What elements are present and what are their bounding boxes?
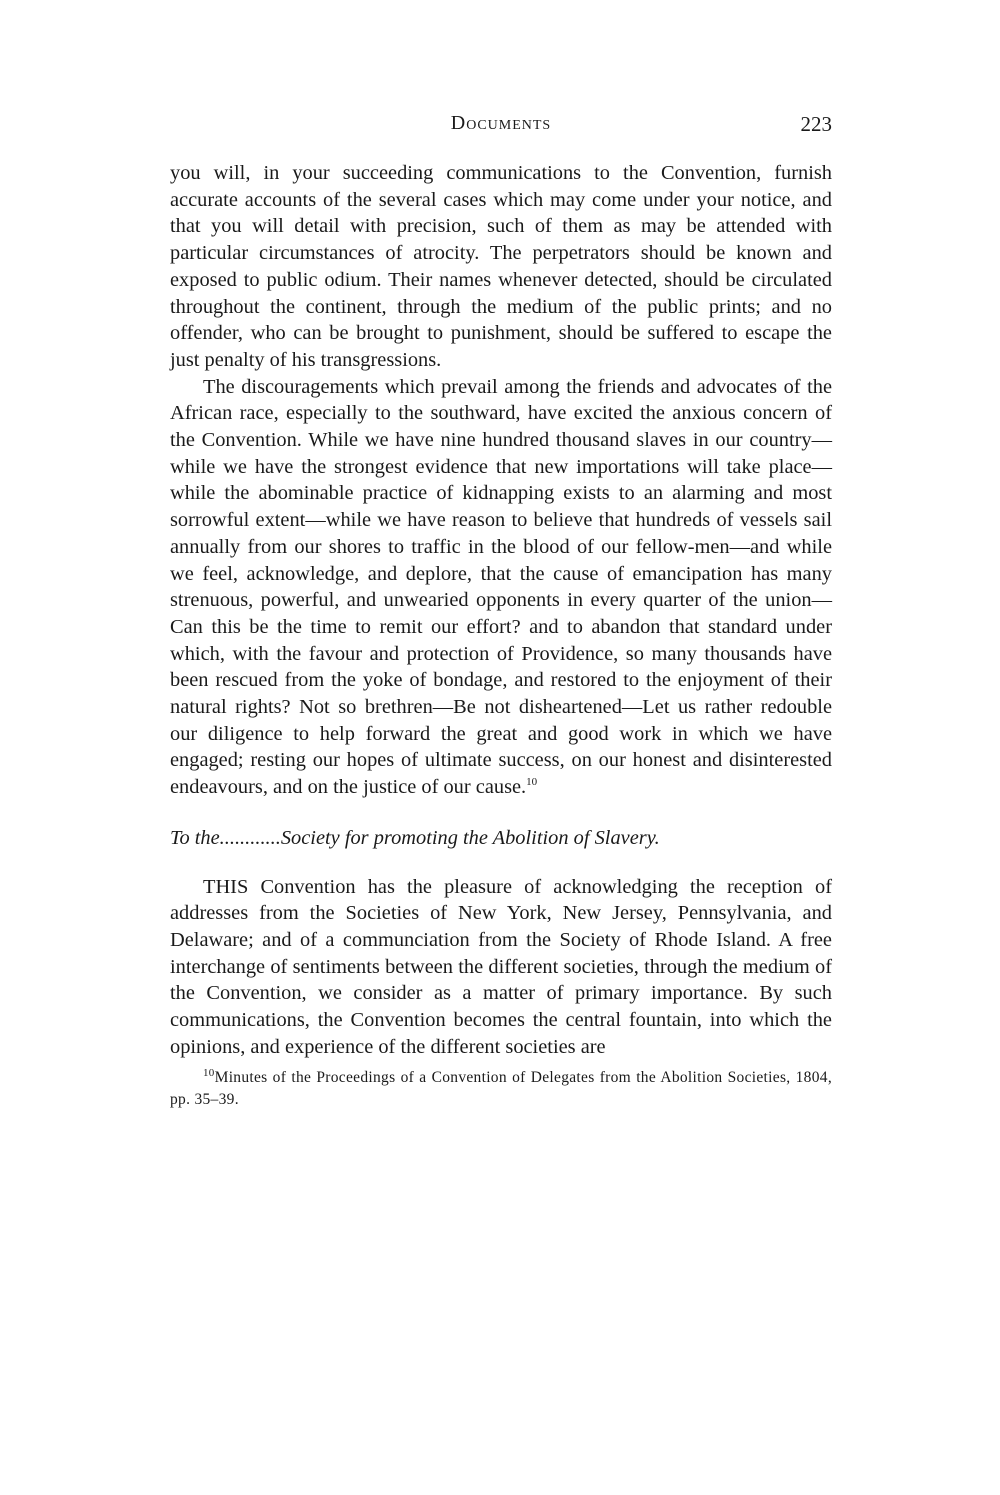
body-text: [170, 160, 832, 1126]
footnote-reference: 10: [526, 776, 538, 789]
paragraph-2: [170, 374, 832, 801]
footnote: [170, 1067, 832, 1111]
running-head: Documents: [450, 112, 552, 134]
page-number: 223: [800, 112, 832, 136]
footnote-text: Minutes of the Proceedings of a Convention of Delegates from the Abolition Societies, 1804, pp. 35–39.: [170, 1068, 832, 1108]
page-header: [170, 112, 832, 142]
paragraph-3: THIS Convention has the pleasure of acknowledging the reception of addresses from the Societies of New York, New Jersey, Pennsylvania, and Delaware; and of a communciation from the Society of Rhode Island. A free interchange of sentiments between the different societies, through the medium of the Convention, we consider as a matter of primary importance. By such communications, the Convention becomes the central fountain, into which the opinions, and experience of the different societies are: [170, 875, 832, 1058]
address-line: To the............Society for promoting the Abolition of Slavery.: [170, 826, 660, 849]
paragraph-2-text: The discouragements which prevail among the friends and advocates of the African race, especially to the southward, have excited the anxious concern of the Convention. While we have nine hundred thousand slaves in our country—while we have the strongest evidence that new importations will take place—while the abominable practice of kidnapping exists to an alarming and most sorrowful extent—while we have reason to believe that hundreds of vessels sail annually from our shores to traffic in the blood of our fellow-men—and while we feel, acknowledge, and deplore, that the cause of emancipation has many strenuous, powerful, and unwearied opponents in every quarter of the union—Can this be the time to remit our effort? and to abandon that standard under which, with the favour and protection of Providence, so many thousands have been rescued from the yoke of bondage, and restored to the enjoyment of their natural rights? Not so brethren—Be not disheartened—Let us rather redouble our diligence to help forward the great and good work in which we have engaged; resting our hopes of ultimate success, on our honest and disinterested endeavours, and on the justice of our cause.: [170, 375, 832, 799]
paragraph-1: you will, in your succeeding communications to the Convention, furnish accurate accounts of the several cases which may come under your notice, and that you will detail with precision, such of them as may be attended with particular circumstances of atrocity. The perpetrators should be known and exposed to public odium. Their names whenever detected, should be circulated throughout the continent, through the medium of the public prints; and no offender, who can be brought to punishment, should be suffered to escape the just penalty of his transgressions.: [170, 162, 832, 371]
footnote-marker: 10: [203, 1066, 215, 1079]
